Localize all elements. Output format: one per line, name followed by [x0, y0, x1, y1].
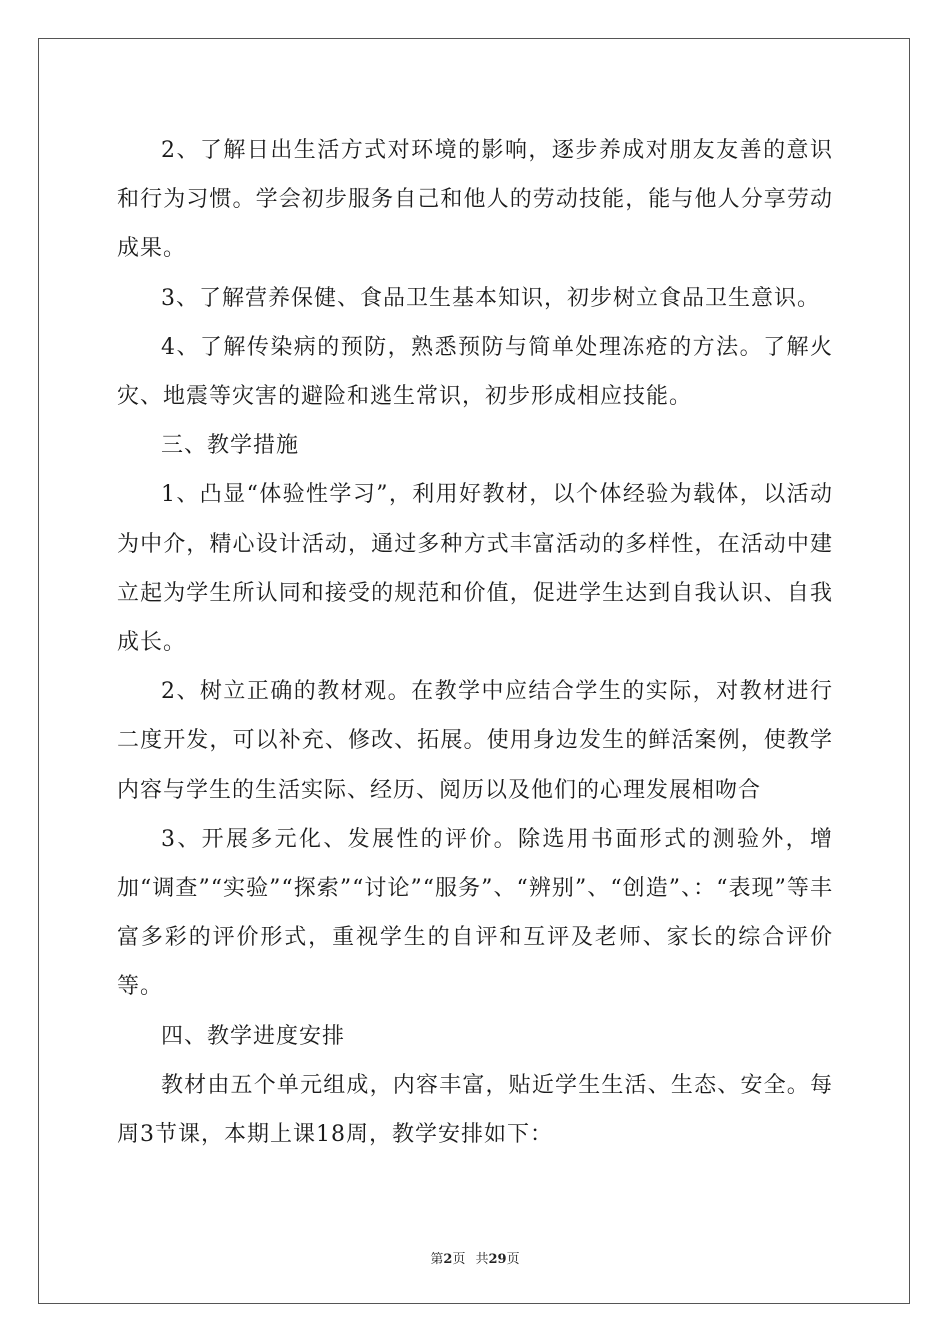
section-heading-schedule: 四、教学进度安排 [161, 1023, 346, 1049]
document-body [117, 126, 833, 1159]
paragraph-goal-3: 3、了解营养保健、食品卫生基本知识，初步树立食品卫生意识。 [161, 285, 820, 311]
footer-total-unit: 页 [506, 1252, 520, 1267]
paragraph-measure-2: 2、树立正确的教材观。在教学中应结合学生的实际，对教材进行二度开发，可以补充、修改、拓展。使用身边发生的鲜活案例，使教学内容与学生的生活实际、经历、阅历以及他们的心理发展相吻合 [117, 679, 833, 803]
paragraph-goal-4: 4、了解传染病的预防，熟悉预防与简单处理冻疮的方法。了解火灾、地震等灾害的避险和逃生常识，初步形成相应技能。 [117, 334, 833, 410]
paragraph-measure-3: 3、开展多元化、发展性的评价。除选用书面形式的测验外，增加“调查”“实验”“探索”“讨论”“服务”、“辨别”、“创造”、：“表现”等丰富多彩的评价形式，重视学生的自评和互评及老师、家长的综合评价等。 [117, 826, 833, 1000]
page-footer [0, 1248, 950, 1267]
footer-page-unit: 页 [452, 1252, 466, 1267]
footer-page-total: 29 [488, 1252, 507, 1267]
footer-page-prefix: 第 [430, 1252, 444, 1267]
paragraph-goal-2: 2、了解日出生活方式对环境的影响，逐步养成对朋友友善的意识和行为习惯。学会初步服务自己和他人的劳动技能，能与他人分享劳动成果。 [117, 138, 833, 262]
section-heading-measures: 三、教学措施 [161, 433, 300, 459]
paragraph-measure-1: 1、凸显“体验性学习”，利用好教材，以个体经验为载体，以活动为中介，精心设计活动，通过多种方式丰富活动的多样性，在活动中建立起为学生所认同和接受的规范和价值，促进学生达到自我认识、自我成长。 [117, 482, 833, 656]
footer-page-current: 2 [443, 1252, 453, 1267]
paragraph-schedule-intro: 教材由五个单元组成，内容丰富，贴近学生生活、生态、安全。每周3节课，本期上课18周，教学安排如下： [117, 1072, 833, 1148]
footer-total-prefix: 共 [475, 1252, 489, 1267]
